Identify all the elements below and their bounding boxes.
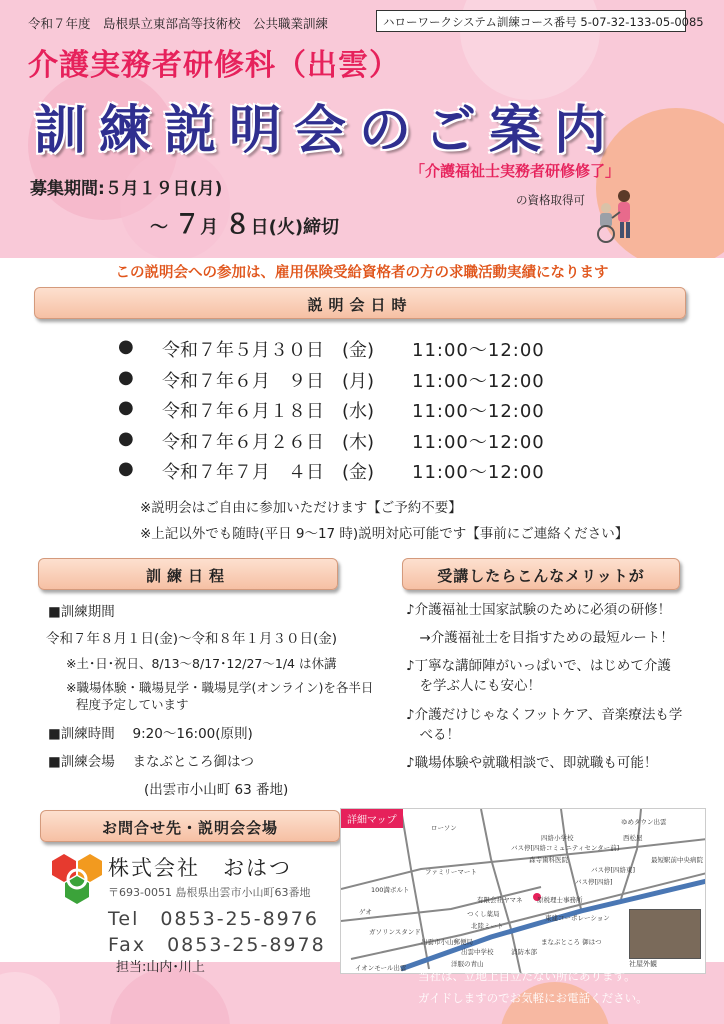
recruit-period-end <box>150 204 339 241</box>
training-holidays: ※土･日･祝日、8/13～8/17･12/27～1/4 は休講 <box>66 656 337 671</box>
map-label: 有限会社ヤマネ <box>477 896 523 904</box>
bullet: ● <box>118 336 134 357</box>
map-label: ゲオ <box>359 908 372 916</box>
course-title: 介護実務者研修科（出雲） <box>28 48 400 83</box>
session-row <box>118 458 545 489</box>
session-row <box>118 367 545 398</box>
map-label: 西松屋 <box>623 834 643 842</box>
training-experience-cont: 程度予定しています <box>76 697 189 712</box>
session-date: 令和７年６月１８日 (水) <box>162 401 375 422</box>
header-banner <box>0 0 724 258</box>
recruit-end-suffix: 日(火)締切 <box>250 217 340 238</box>
training-section-header: 訓練日程 <box>38 558 338 590</box>
map-label: 洋服の青山 <box>451 960 484 968</box>
recruit-period-start: 募集期間:５月１９日(月) <box>30 179 223 199</box>
session-time: 11:00～12:00 <box>412 462 545 483</box>
training-period-label: ■訓練期間 <box>48 604 115 620</box>
map-label: 四絡小学校 <box>541 834 574 842</box>
session-time: 11:00～12:00 <box>412 431 545 453</box>
map-label: まなぶところ 御はつ <box>541 938 602 946</box>
map-tag: 詳細マップ <box>341 809 403 828</box>
map-label: 出雲中学校 <box>461 948 494 956</box>
decor-circle <box>110 968 230 1024</box>
training-period: 令和７年８月１日(金)～令和８年１月３０日(金) <box>46 631 338 647</box>
session-row <box>118 428 545 459</box>
merit-item: ♪介護福祉士国家試験のために必須の研修！ <box>406 602 672 618</box>
map-label: ローソン <box>431 824 457 832</box>
map-label: イオンモール出雲 <box>355 964 407 972</box>
map-label: 社屋外観 <box>629 960 657 968</box>
session-date: 令和７年６月 ９日 (月) <box>162 370 375 392</box>
caregiver-wheelchair-icon <box>596 188 640 244</box>
certificate-subtitle: の資格取得可 <box>516 193 585 207</box>
map-label: ゆめタウン出雲 <box>621 818 667 826</box>
building-photo <box>629 909 701 959</box>
contact-staff: 担当:山内･川上 <box>116 960 205 975</box>
map-label: バス停[四絡東] <box>591 866 636 874</box>
bullet: ● <box>118 458 134 479</box>
session-section-header: 説明会日時 <box>34 287 686 319</box>
training-venue: ■訓練会場 まなぶところ御はつ <box>48 754 255 770</box>
bullet: ● <box>118 397 134 418</box>
merits-section-header: 受講したらこんなメリットが <box>402 558 680 590</box>
session-row <box>118 397 545 428</box>
session-date: 令和７年６月２６日 (木) <box>162 431 375 453</box>
session-time: 11:00～12:00 <box>412 340 545 361</box>
map-note: ガイドしますのでお気軽にお電話ください。 <box>418 991 648 1005</box>
recruit-end-month-unit: 月 <box>200 217 219 238</box>
access-map <box>340 808 706 974</box>
map-label: ガソリンスタンド <box>369 928 421 936</box>
decor-circle <box>0 972 60 1024</box>
merit-item: ♪職場体験や就職相談で、即就職も可能！ <box>406 755 658 771</box>
merit-item: →介護福祉士を目指すための最短ルート！ <box>406 630 674 646</box>
map-label: 消防本部 <box>511 948 537 956</box>
map-label: 最短駅前中央病院 <box>651 856 703 864</box>
map-label: 原税理士事務所 <box>537 896 583 904</box>
map-label: 森寺歯科医院 <box>529 856 568 864</box>
map-label: つくし薬局 <box>467 910 500 918</box>
session-note-no-reservation: ※説明会はご自由に参加いただけます【ご予約不要】 <box>140 500 462 516</box>
training-venue-address: (出雲市小山町 63 番地) <box>144 782 289 798</box>
bullet: ● <box>118 427 134 449</box>
map-label: 北陸ミート <box>471 922 504 930</box>
merit-item: べる！ <box>406 727 460 743</box>
employment-notice: この説明会への参加は、雇用保険受給資格者の方の求職活動実績になります <box>115 265 609 281</box>
recruit-end-prefix: ～ <box>150 217 168 238</box>
merit-item: ♪介護だけじゃなくフットケア、音楽療法も学 <box>406 707 683 723</box>
merit-item: を学ぶ人にも安心！ <box>406 678 541 694</box>
merit-item: ♪丁寧な講師陣がいっぱいで、はじめて介護 <box>406 658 671 674</box>
company-logo-icon <box>50 852 104 906</box>
recruit-end-day: ８ <box>224 210 251 240</box>
company-fax: Fax 0853-25-8978 <box>108 934 326 956</box>
training-hours: ■訓練時間 9:20～16:00(原則) <box>48 726 253 742</box>
contact-section-header: お問合せ先・説明会会場 <box>40 810 340 842</box>
map-label: バス停[四絡] <box>575 878 613 886</box>
company-tel[interactable]: Tel 0853-25-8976 <box>108 908 319 930</box>
company-name: 株式会社 おはつ <box>108 856 292 880</box>
training-experience: ※職場体験・職場見学・職場見学(オンライン)を各半日 <box>66 680 374 695</box>
session-list <box>118 336 545 489</box>
page-title: 訓練説明会のご案内 <box>34 100 620 161</box>
map-label: 100満ボルト <box>371 886 410 894</box>
company-address: 〒693-0051 島根県出雲市小山町63番地 <box>108 886 311 899</box>
organization-line: 令和７年度 島根県立東部高等技術校 公共職業訓練 <box>28 16 329 31</box>
course-code-box: ハローワークシステム訓練コース番号 5-07-32-133-05-0085 <box>376 10 686 32</box>
recruit-end-month: ７ <box>174 210 201 240</box>
bullet: ● <box>118 366 134 388</box>
session-date: 令和７年７月 ４日 (金) <box>162 462 375 483</box>
map-label: 東建コーポレーション <box>545 914 610 922</box>
session-time: 11:00～12:00 <box>412 370 545 392</box>
map-label: バス停[四絡コミュニティセンター前] <box>511 844 620 852</box>
certificate-title: 「介護福祉士実務者研修修了」 <box>410 162 621 180</box>
map-label: ファミリーマート <box>425 868 477 876</box>
session-note-anytime: ※上記以外でも随時(平日 9～17 時)説明対応可能です【事前にご連絡ください】 <box>140 526 629 542</box>
map-label: 出雲市小山郵便局 <box>421 938 473 946</box>
session-date: 令和７年５月３０日 (金) <box>162 340 375 361</box>
session-time: 11:00～12:00 <box>412 401 545 422</box>
map-note: 当社は、立地上目立たない所にあります。 <box>418 969 636 983</box>
session-row <box>118 336 545 367</box>
